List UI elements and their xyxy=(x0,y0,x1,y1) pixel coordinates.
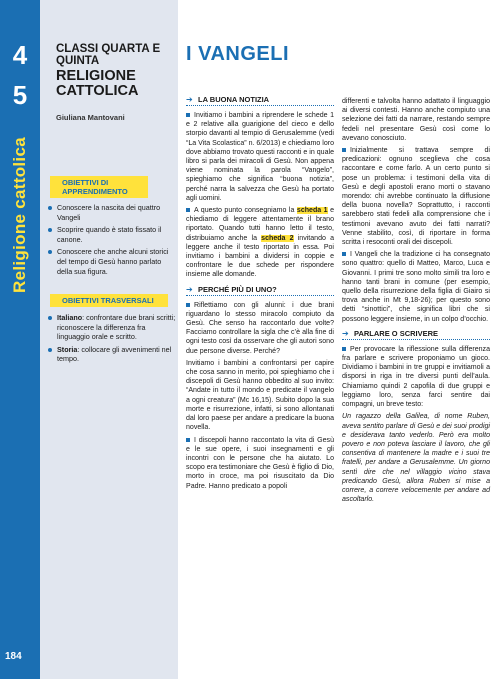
section-header-buona-notizia: ➔ LA BUONA NOTIZIA xyxy=(186,94,334,106)
paragraph: differenti e talvolta hanno adattato il linguaggio ai diversi contesti. Hanno anche compiuto una selezione dei fatti da narrare, restando sempre fedeli nel presentare Gesù così come lo avevano conosciuto. xyxy=(342,98,490,142)
paragraph: Invitiamo i bambini a riprendere le schede 1 e 2 relative alla guarigione del cieco e dello storpio davanti al tempio di Gerusalemme (vedi “La Vita Scolastica” n. 6/2013) e chiediamo loro dove abbiamo trovato questi racconti e in quale libro si parla dei miracoli di Gesù. Non appena viene nominata la parola “Vangelo”, spieghiamo che significa “buona notizia”, perché narra la salvezza che Gesù ha portato agli uomini. xyxy=(186,112,334,202)
page-number: 184 xyxy=(5,651,22,662)
list-item: Storia: collocare gli avvenimenti nel tempo. xyxy=(46,345,176,364)
square-bullet-icon xyxy=(342,252,346,256)
arrow-icon: ➔ xyxy=(342,328,349,338)
paragraph: A questo punto consegniamo la scheda 1 e chiediamo di leggere attentamente il brano riportato. Quando tutti hanno letto il testo, distribuiamo anche la scheda 2 invitando a leggere anche il testo riportato in essa. Poi invitiamo i bambini a dividersi in coppie e confrontare le due schede per rispondere insieme alle domande. xyxy=(186,207,334,279)
cross-goals-title: OBIETTIVI TRASVERSALI xyxy=(50,294,168,307)
section-header-perche: ➔ PERCHÉ PIÙ DI UNO? xyxy=(186,284,334,296)
square-bullet-icon xyxy=(186,208,190,212)
goals-list xyxy=(46,203,176,279)
paragraph: I Vangeli che la tradizione ci ha consegnato sono quattro: quello di Matteo, Marco, Luca e Giovanni. I primi tre sono molto simili tra loro e hanno tanti brani in comune (per esempio, quello della risurrezione della figlia di Giairo si trova anche in Mt 9,18-26); per questo sono detti “sinottici”, che significa libri che si possono leggere insieme, in un colpo d’occhio. xyxy=(342,251,490,323)
square-bullet-icon xyxy=(186,303,190,307)
goals-title: OBIETTIVI DI APPRENDIMENTO xyxy=(50,176,148,198)
cross-goals-list xyxy=(46,313,176,367)
subject-subtitle: RELIGIONE CATTOLICA xyxy=(56,68,139,99)
list-item: Scoprire quando è stato fissato il canone. xyxy=(46,225,176,244)
article-title: I VANGELI xyxy=(186,43,290,65)
arrow-icon: ➔ xyxy=(186,95,193,104)
paragraph: Inizialmente si trattava sempre di predicazioni: ognuno sceglieva che cosa raccontare e come farlo. A un certo punto si pose un problema: i testimoni della vita di Gesù e degli apostoli erano morti o stavano morendo: chi avrebbe continuato la diffusione della buona novella? Soprattutto, i racconti sarebbero stati fedeli alla comprensione che i testimoni avevano avuto dei fatti narrati? Venne stabilito, così, di riportare in forma scritta i resoconti orali dei discepoli. xyxy=(342,147,490,247)
paragraph: Riflettiamo con gli alunni: i due brani riguardano lo stesso miracolo compiuto da Gesù. Che senso ha raccontarlo due volte? Facciamo controllare la sigla che c’è alla fine di ogni testo così da osservare che gli autori sono due persone diverse. Perché? xyxy=(186,301,334,355)
paragraph: I discepoli hanno raccontato la vita di Gesù e le sue opere, i suoi insegnamenti e gli incontri con le persone che ha aiutato. Lo scopo era testimoniare che Gesù è figlio di Dio, morto in croce, ma poi risuscitato da Dio Padre. Hanno predicato a popoli xyxy=(186,436,334,490)
grade-number-top: 4 xyxy=(12,40,28,70)
square-bullet-icon xyxy=(342,148,346,152)
arrow-icon: ➔ xyxy=(186,284,193,294)
section-header-parlare: ➔ PARLARE O SCRIVERE xyxy=(342,328,490,340)
scheda-1-highlight: scheda 1 xyxy=(296,207,328,215)
square-bullet-icon xyxy=(186,438,190,442)
square-bullet-icon xyxy=(342,347,346,351)
scheda-2-highlight: scheda 2 xyxy=(261,234,294,242)
sidebar-band xyxy=(0,0,40,679)
list-item: Italiano: confrontare due brani scritti; riconoscere la differenza fra linguaggio orale e scritto. xyxy=(46,313,176,342)
text-column-2 xyxy=(342,97,490,507)
list-item: Conoscere che anche alcuni storici del tempo di Gesù hanno parlato della sua figura. xyxy=(46,247,176,276)
square-bullet-icon xyxy=(186,113,190,117)
vertical-subject-label: Religione cattolica xyxy=(10,137,29,293)
paragraph: Invitiamo i bambini a confrontarsi per capire che cosa sanno in merito, poi spieghiamo che i discepoli di Gesù hanno obbedito al suo invito: “Andate in tutto il mondo e predicate il vangelo a ogni creatura” (Mc 16,15). Subito dopo la sua morte e risurrezione, infatti, si sono allontanati dal loro paese per andare a predicare la buona novella. xyxy=(186,359,334,432)
author-name: Giuliana Mantovani xyxy=(56,113,125,122)
text-column-1 xyxy=(186,90,334,494)
grade-number-bottom: 5 xyxy=(12,80,28,110)
class-subtitle: CLASSI QUARTA E QUINTA xyxy=(56,43,161,67)
story-paragraph: Un ragazzo della Galilea, di nome Ruben, aveva sentito parlare di Gesù e dei suoi prodigi e desiderava tanto vederlo. Però era molto povero e non poteva lasciare il lavoro, che gli consentiva di mantenere la madre e i suoi tre fratelli, per andare a Gerusalemme. Un giorno sentì dire che nel villaggio vicino stava predicando Gesù, allora Ruben si mise a correre, a correre velocemente per andare ad ascoltarlo. xyxy=(342,413,490,504)
list-item: Conoscere la nascita dei quattro Vangeli xyxy=(46,203,176,222)
section-heading xyxy=(56,43,176,99)
paragraph: Per provocare la riflessione sulla differenza fra parlare e scrivere proponiamo un gioco. Dividiamo i bambini in tre gruppi e invitiamoli a disporsi in riga in tre diversi punti dell’aula. Chiamiamo quindi 2 capofila di due gruppi e leggiamo loro, senza farci sentire dai compagni, un breve testo: xyxy=(342,345,490,409)
